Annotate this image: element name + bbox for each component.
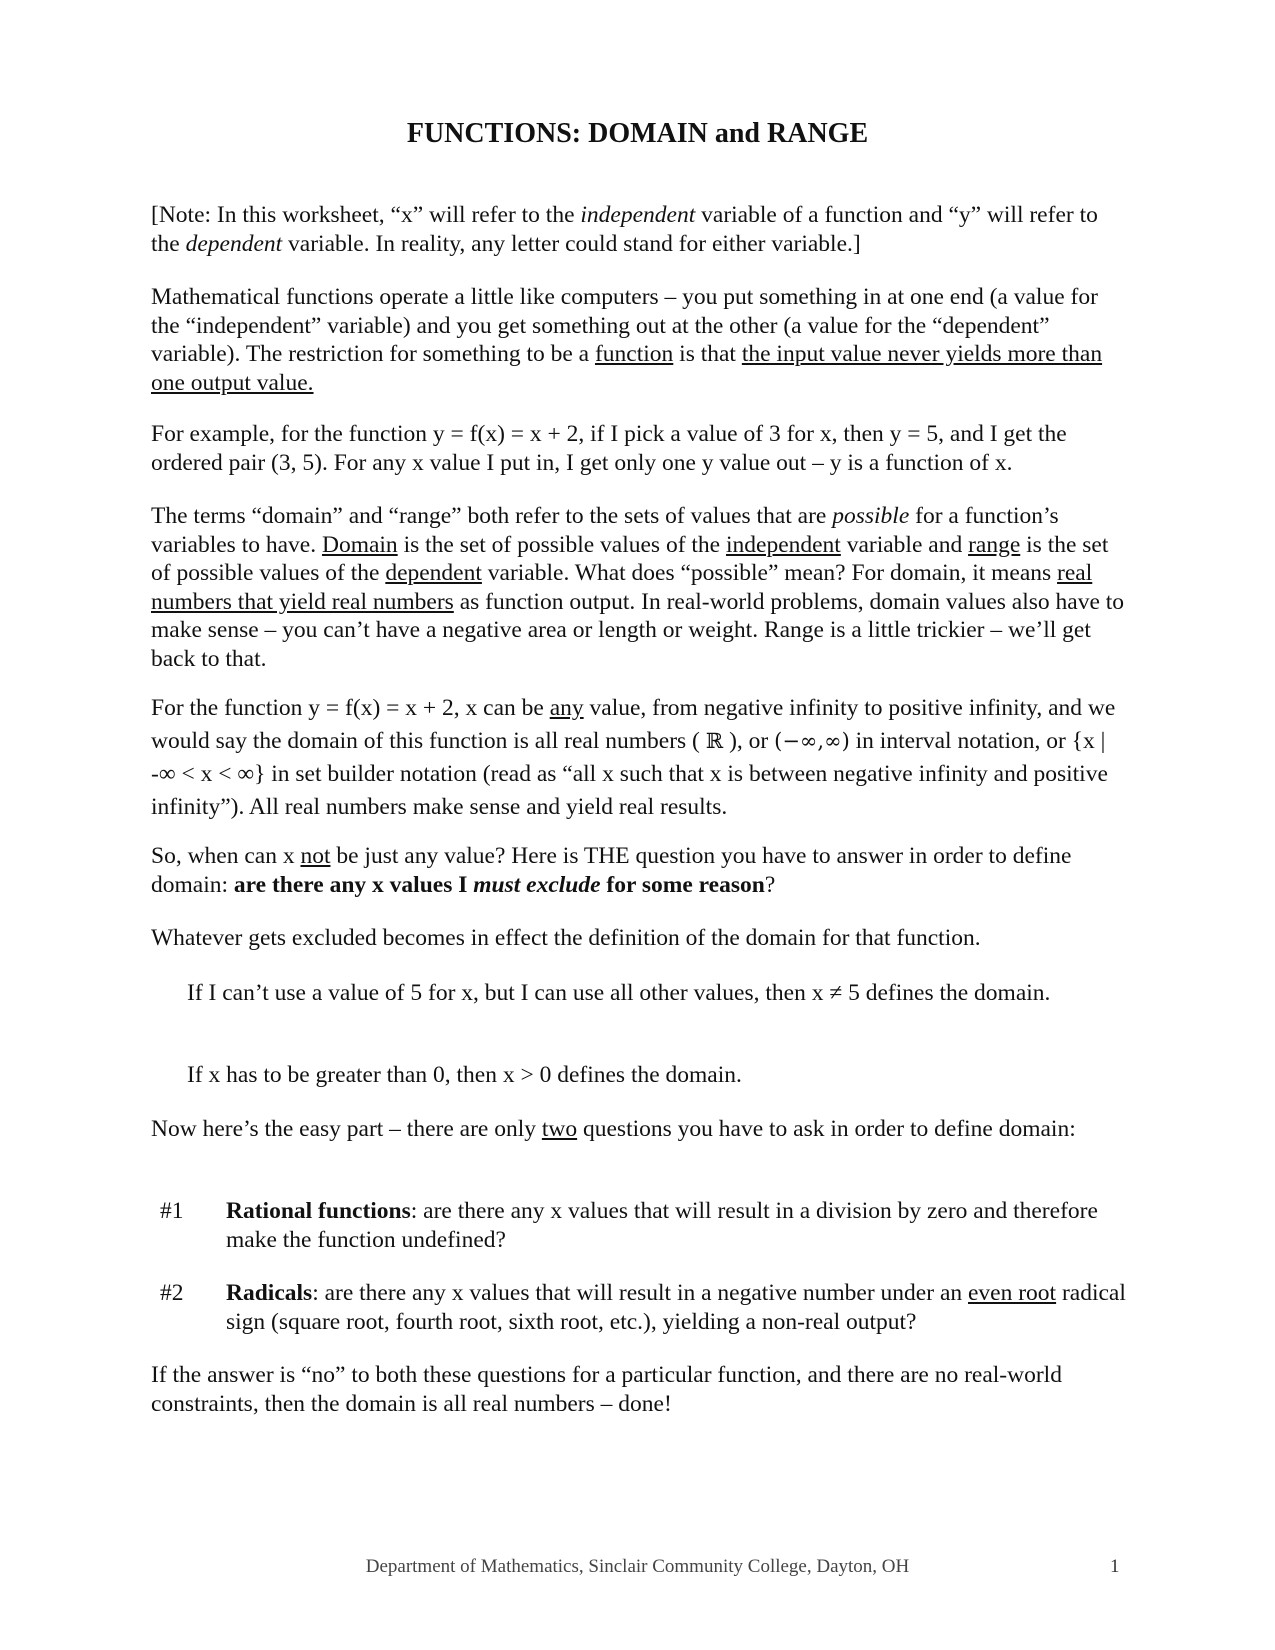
note-paragraph — [151, 201, 1131, 258]
note-text: variable. In reality, any letter could stand for either variable.] — [282, 230, 861, 257]
note-italic-dependent: dependent — [185, 230, 283, 257]
q2-underline-even-root: even root — [968, 1280, 1057, 1306]
terms-text: as function output. In real-world problems, domain values also have to make sense – you can’t have a negative area or length or weight. Range is a little trickier – we’ll get back to that. — [151, 588, 1125, 672]
function-paragraph — [151, 692, 1131, 824]
when-bold-question: are there any x values I — [233, 871, 474, 898]
intro-underline-function: function — [594, 341, 674, 367]
note-italic-independent: independent — [580, 202, 696, 228]
question-1-rational-functions — [226, 1197, 1126, 1254]
interval-notation: (−∞,∞) — [774, 729, 850, 753]
intro-underline-restriction: the input value never yields more than one output value. — [151, 341, 1103, 396]
question-2-radicals — [226, 1279, 1126, 1336]
q2-bold-label: Radicals — [226, 1280, 313, 1306]
func-text: For the function y = f(x) = x + 2, x can be — [151, 695, 550, 721]
when-bold-question-end: for some reason — [600, 871, 765, 898]
when-paragraph — [151, 842, 1131, 899]
terms-underline-dependent: dependent — [385, 560, 482, 586]
intro-text: Mathematical functions operate a little like computers – you put something in at one end (a value for the “independent” variable) and you get something out at the other (a value for the “dependent” variable). The restriction for something to be a — [151, 284, 1098, 367]
when-underline-not: not — [300, 843, 331, 869]
terms-italic-possible: possible — [832, 503, 910, 529]
when-bold-italic-must-exclude: must exclude — [473, 871, 601, 898]
terms-underline-real-numbers: real numbers that yield real numbers — [151, 560, 1093, 615]
func-text: in interval notation, or {x | -∞ < x < ∞} in set builder notation (read as “all x such that x is between negative infinity and positive infinity”). All real numbers make sense and yield real results. — [151, 728, 1108, 820]
footer-department: Department of Mathematics, Sinclair Community College, Dayton, OH — [365, 1556, 910, 1577]
easy-text: questions you have to ask in order to define domain: — [577, 1116, 1076, 1142]
q1-text: : are there any x values that will result in a division by zero and therefore make the function undefined? — [226, 1198, 1098, 1253]
whatever-paragraph: Whatever gets excluded becomes in effect the definition of the domain for that function. — [151, 925, 981, 951]
easy-text: Now here’s the easy part – there are only — [151, 1116, 542, 1142]
q1-bold-label: Rational functions — [226, 1198, 411, 1224]
terms-paragraph — [151, 502, 1131, 673]
when-text: ? — [764, 871, 776, 898]
easy-part-paragraph — [151, 1115, 1131, 1144]
q2-text: radical sign (square root, fourth root, sixth root, etc.), yielding a non-real output? — [226, 1280, 1126, 1335]
terms-text: variable and — [840, 531, 969, 558]
terms-text: The terms “domain” and “range” both refer to the sets of values that are — [151, 503, 833, 529]
func-text: value, from negative infinity to positive infinity, and we would say the domain of this function is all real numbers ( — [151, 695, 1116, 754]
when-text: So, when can x — [151, 843, 301, 869]
intro-text: is that — [673, 341, 742, 367]
q2-text: : are there any x values that will result in a negative number under an — [312, 1280, 968, 1306]
example-greater-than-0: If x has to be greater than 0, then x > 0 defines the domain. — [187, 1062, 742, 1088]
terms-underline-domain: Domain — [321, 531, 398, 558]
conclusion-paragraph: If the answer is “no” to both these questions for a particular function, and there are no real-world constraints, then the domain is all real numbers – done! — [151, 1362, 1062, 1417]
when-text: be just any value? Here is THE question you have to answer in order to define domain: — [151, 843, 1072, 898]
intro-paragraph — [151, 283, 1131, 397]
terms-underline-range: range — [968, 531, 1021, 558]
example-exclude-5: If I can’t use a value of 5 for x, but I can use all other values, then x ≠ 5 defines the domain. — [187, 980, 1051, 1006]
example-paragraph: For example, for the function y = f(x) = x + 2, if I pick a value of 3 for x, then y = 5, and I get the ordered pair (3, 5). For any x value I put in, I get only one y value out – y is a function of x. — [151, 421, 1067, 476]
page-title: FUNCTIONS: DOMAIN and RANGE — [406, 118, 869, 149]
page-number: 1 — [1110, 1556, 1120, 1577]
terms-text: is the set of possible values of the — [397, 531, 726, 558]
terms-underline-independent: independent — [725, 531, 841, 558]
terms-text: for a function’s variables to have. — [151, 503, 1059, 558]
real-numbers-symbol: ℝ — [705, 729, 724, 753]
note-text: [Note: In this worksheet, “x” will refer to the — [151, 202, 581, 228]
func-text: ), or — [723, 728, 775, 754]
easy-underline-two: two — [541, 1116, 578, 1142]
terms-text: is the set of possible values of the — [151, 531, 1109, 586]
func-underline-any: any — [549, 695, 584, 721]
terms-text: variable. What does “possible” mean? For domain, it means — [481, 560, 1058, 586]
note-text: variable of a function and “y” will refer to the — [151, 202, 1098, 257]
question-2-number: #2 — [160, 1280, 184, 1306]
question-1-number: #1 — [160, 1198, 184, 1224]
